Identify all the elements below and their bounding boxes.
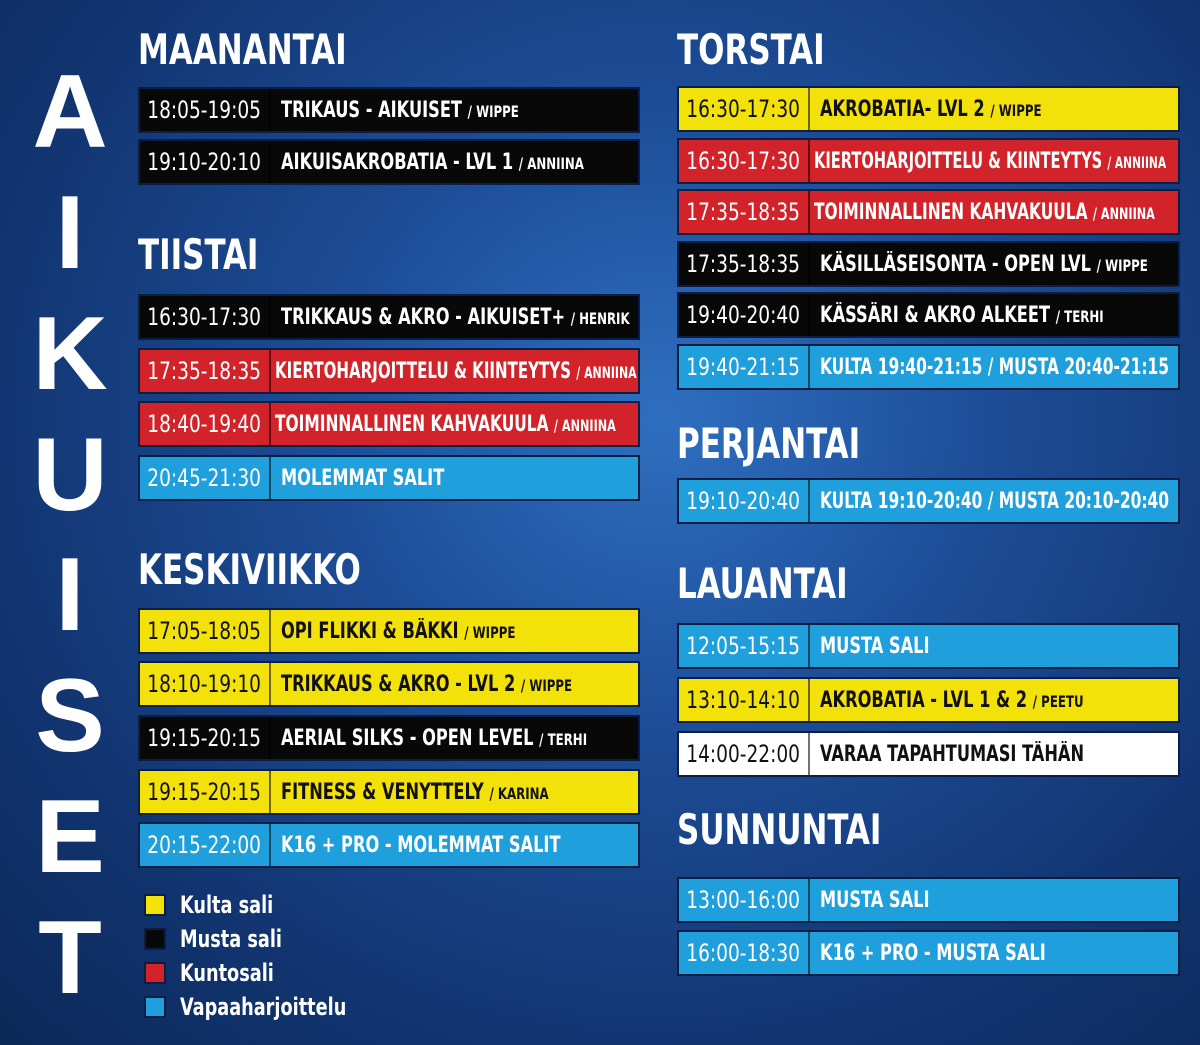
row-label: MOLEMMAT SALIT	[281, 465, 445, 491]
row-time: 17:05-18:05	[140, 610, 271, 652]
row-time: 19:10-20:10	[140, 141, 271, 183]
row-label: TRIKAUS - AIKUISET / WIPPE	[281, 97, 519, 123]
legend-item	[144, 888, 383, 922]
row-label: KIERTOHARJOITTELU & KIINTEYTYS / ANNIINA	[814, 148, 1167, 174]
title-letter: U	[32, 416, 108, 533]
row-time: 19:10-20:40	[679, 480, 810, 522]
title-letter: S	[35, 658, 105, 775]
legend-label: Vapaaharjoittelu	[180, 993, 347, 1021]
row-label: AIKUISAKROBATIA - LVL 1 / ANNIINA	[281, 149, 584, 175]
schedule-row	[138, 348, 640, 394]
row-label: TOIMINNALLINEN KAHVAKUULA / ANNIINA	[275, 411, 616, 437]
schedule-row	[677, 344, 1180, 390]
row-time: 20:15-22:00	[140, 824, 271, 866]
schedule-row	[677, 930, 1180, 976]
row-time: 20:45-21:30	[140, 457, 271, 499]
schedule-row	[677, 677, 1180, 723]
row-time: 14:00-22:00	[679, 733, 810, 775]
title-letter: A	[32, 54, 108, 170]
schedule-row	[677, 623, 1180, 669]
title-letter: T	[38, 899, 102, 1016]
schedule-row	[138, 608, 640, 654]
legend-swatch-red	[144, 962, 166, 984]
row-time: 17:35-18:35	[140, 350, 271, 392]
row-time: 18:10-19:10	[140, 663, 271, 705]
row-time: 17:35-18:35	[679, 191, 810, 233]
row-label: VARAA TAPAHTUMASI TÄHÄN	[820, 741, 1085, 767]
schedule-row	[138, 661, 640, 707]
row-label: KÄSSÄRI & AKRO ALKEET / TERHI	[820, 302, 1104, 328]
day-title-torstai: TORSTAI	[677, 25, 825, 74]
schedule-row	[677, 189, 1180, 235]
schedule-row	[677, 86, 1180, 132]
schedule-row	[677, 731, 1180, 777]
row-label: KIERTOHARJOITTELU & KIINTEYTYS / ANNIINA	[275, 358, 637, 384]
legend-item	[144, 956, 383, 990]
row-label: AKROBATIA- LVL 2 / WIPPE	[820, 96, 1042, 122]
row-label: KULTA 19:10-20:40 / MUSTA 20:10-20:40	[820, 488, 1170, 514]
row-label: AERIAL SILKS - OPEN LEVEL / TERHI	[281, 725, 588, 751]
row-label: MUSTA SALI	[820, 887, 930, 913]
row-label: AKROBATIA - LVL 1 & 2 / PEETU	[820, 687, 1084, 713]
schedule-row	[138, 455, 640, 501]
legend-item	[144, 990, 383, 1024]
schedule-row	[138, 822, 640, 868]
row-label: TRIKKAUS & AKRO - LVL 2 / WIPPE	[281, 671, 573, 697]
schedule-row	[138, 401, 640, 447]
legend-label: Kuntosali	[180, 959, 274, 987]
schedule-row	[677, 241, 1180, 287]
legend-label: Musta sali	[180, 925, 282, 953]
legend-label: Kulta sali	[180, 891, 274, 919]
row-time: 18:05-19:05	[140, 89, 271, 131]
day-title-keskiviikko: KESKIVIIKKO	[138, 545, 361, 594]
schedule-row	[138, 139, 640, 185]
row-label: KULTA 19:40-21:15 / MUSTA 20:40-21:15	[820, 354, 1170, 380]
day-title-maanantai: MAANANTAI	[138, 25, 347, 74]
row-time: 17:35-18:35	[679, 243, 810, 285]
row-time: 16:30-17:30	[679, 140, 810, 182]
row-time: 12:05-15:15	[679, 625, 810, 667]
vertical-title-aikuiset	[22, 54, 118, 1016]
title-letter: I	[55, 174, 85, 291]
row-label: MUSTA SALI	[820, 633, 930, 659]
title-letter: I	[55, 537, 85, 654]
row-time: 16:30-17:30	[679, 88, 810, 130]
schedule-row	[138, 769, 640, 815]
row-label: TOIMINNALLINEN KAHVAKUULA / ANNIINA	[814, 199, 1155, 225]
row-time: 19:15-20:15	[140, 717, 271, 759]
schedule-row	[138, 87, 640, 133]
row-label: TRIKKAUS & AKRO - AIKUISET+ / HENRIK	[281, 304, 630, 330]
legend-swatch-yellow	[144, 894, 166, 916]
row-time: 16:30-17:30	[140, 296, 271, 338]
row-label: KÄSILLÄSEISONTA - OPEN LVL / WIPPE	[820, 251, 1148, 277]
row-time: 18:40-19:40	[140, 403, 271, 445]
schedule-row	[677, 877, 1180, 923]
legend-swatch-black	[144, 928, 166, 950]
row-time: 19:15-20:15	[140, 771, 271, 813]
title-letter: E	[35, 779, 105, 896]
day-title-lauantai: LAUANTAI	[677, 559, 848, 608]
row-label: OPI FLIKKI & BÄKKI / WIPPE	[281, 618, 516, 644]
legend-swatch-blue	[144, 996, 166, 1018]
title-letter: K	[32, 295, 108, 412]
schedule-row	[677, 292, 1180, 338]
schedule-row	[138, 715, 640, 761]
day-title-sunnuntai: SUNNUNTAI	[677, 805, 882, 854]
row-time: 13:00-16:00	[679, 879, 810, 921]
row-time: 19:40-21:15	[679, 346, 810, 388]
schedule-row	[677, 138, 1180, 184]
schedule-row	[138, 294, 640, 340]
schedule-row	[677, 478, 1180, 524]
row-time: 19:40-20:40	[679, 294, 810, 336]
row-label: K16 + PRO - MUSTA SALI	[820, 940, 1046, 966]
row-time: 13:10-14:10	[679, 679, 810, 721]
row-label: FITNESS & VENYTTELY / KARINA	[281, 779, 549, 805]
legend	[144, 888, 383, 1024]
row-label: K16 + PRO - MOLEMMAT SALIT	[281, 832, 561, 858]
row-time: 16:00-18:30	[679, 932, 810, 974]
day-title-perjantai: PERJANTAI	[677, 419, 861, 468]
day-title-tiistai: TIISTAI	[138, 230, 259, 279]
legend-item	[144, 922, 383, 956]
